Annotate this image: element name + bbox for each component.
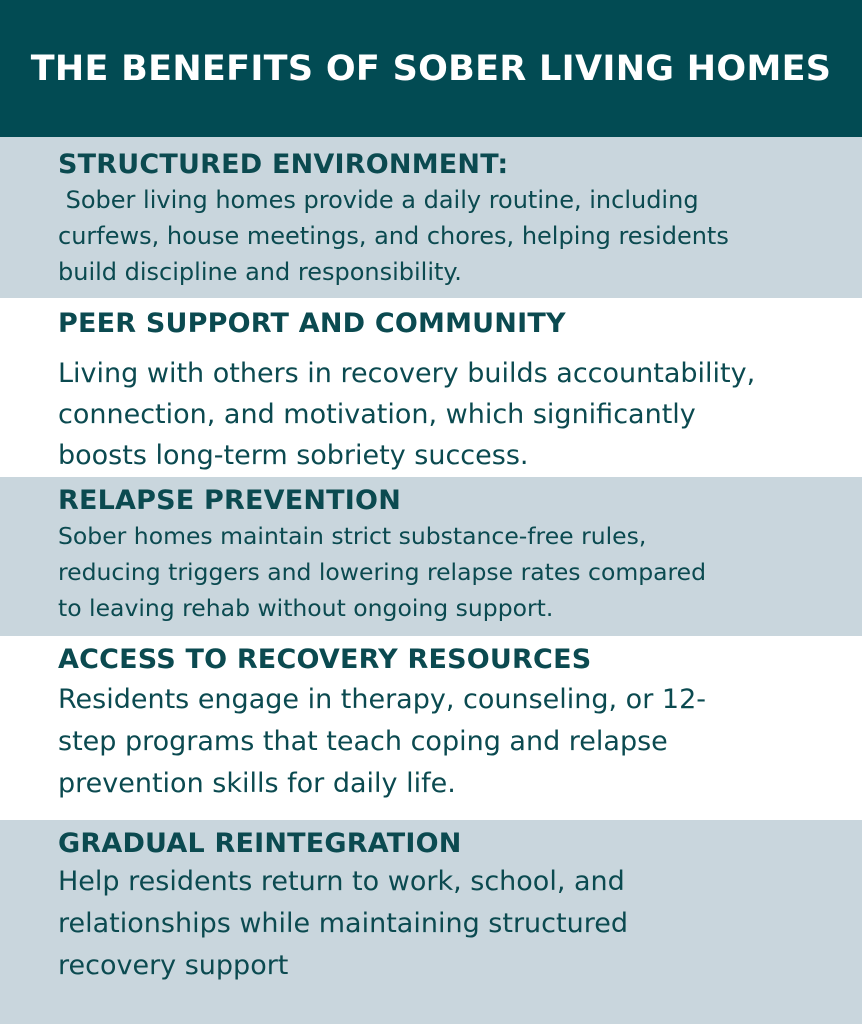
section-body bbox=[58, 182, 862, 290]
body-line: reducing triggers and lowering relapse rates compared bbox=[58, 558, 707, 586]
section-heading: GRADUAL REINTEGRATION bbox=[58, 828, 462, 859]
body-line: Sober homes maintain strict substance-free rules, bbox=[58, 522, 647, 550]
section-body bbox=[58, 353, 862, 476]
body-line: Residents engage in therapy, counseling, or 12- bbox=[58, 684, 706, 715]
title-banner bbox=[0, 0, 862, 137]
body-line: curfews, house meetings, and chores, helping residents bbox=[58, 222, 729, 250]
section-peer-support bbox=[0, 298, 862, 477]
body-line: recovery support bbox=[58, 950, 289, 981]
body-line: build discipline and responsibility. bbox=[58, 258, 462, 286]
body-line: boosts long-term sobriety success. bbox=[58, 440, 529, 471]
section-recovery-resources bbox=[0, 636, 862, 820]
body-line: step programs that teach coping and relapse bbox=[58, 726, 668, 757]
body-line: to leaving rehab without ongoing support. bbox=[58, 594, 554, 622]
section-body bbox=[58, 679, 862, 805]
section-heading: RELAPSE PREVENTION bbox=[58, 485, 401, 516]
section-gradual-reintegration bbox=[0, 820, 862, 1024]
body-line: prevention skills for daily life. bbox=[58, 768, 456, 799]
section-body bbox=[58, 518, 862, 626]
body-line: relationships while maintaining structured bbox=[58, 908, 628, 939]
body-line: Living with others in recovery builds accountability, bbox=[58, 358, 756, 389]
page-title: THE BENEFITS OF SOBER LIVING HOMES bbox=[30, 48, 832, 89]
body-line: connection, and motivation, which significantly bbox=[58, 399, 696, 430]
body-line: Sober living homes provide a daily routine, including bbox=[58, 186, 699, 214]
body-line: Help residents return to work, school, and bbox=[58, 866, 625, 897]
section-body bbox=[58, 861, 862, 987]
section-heading: PEER SUPPORT AND COMMUNITY bbox=[58, 308, 566, 339]
section-relapse-prevention bbox=[0, 477, 862, 636]
section-structured-environment bbox=[0, 137, 862, 298]
section-heading: ACCESS TO RECOVERY RESOURCES bbox=[58, 644, 592, 675]
section-heading: STRUCTURED ENVIRONMENT: bbox=[58, 149, 509, 180]
